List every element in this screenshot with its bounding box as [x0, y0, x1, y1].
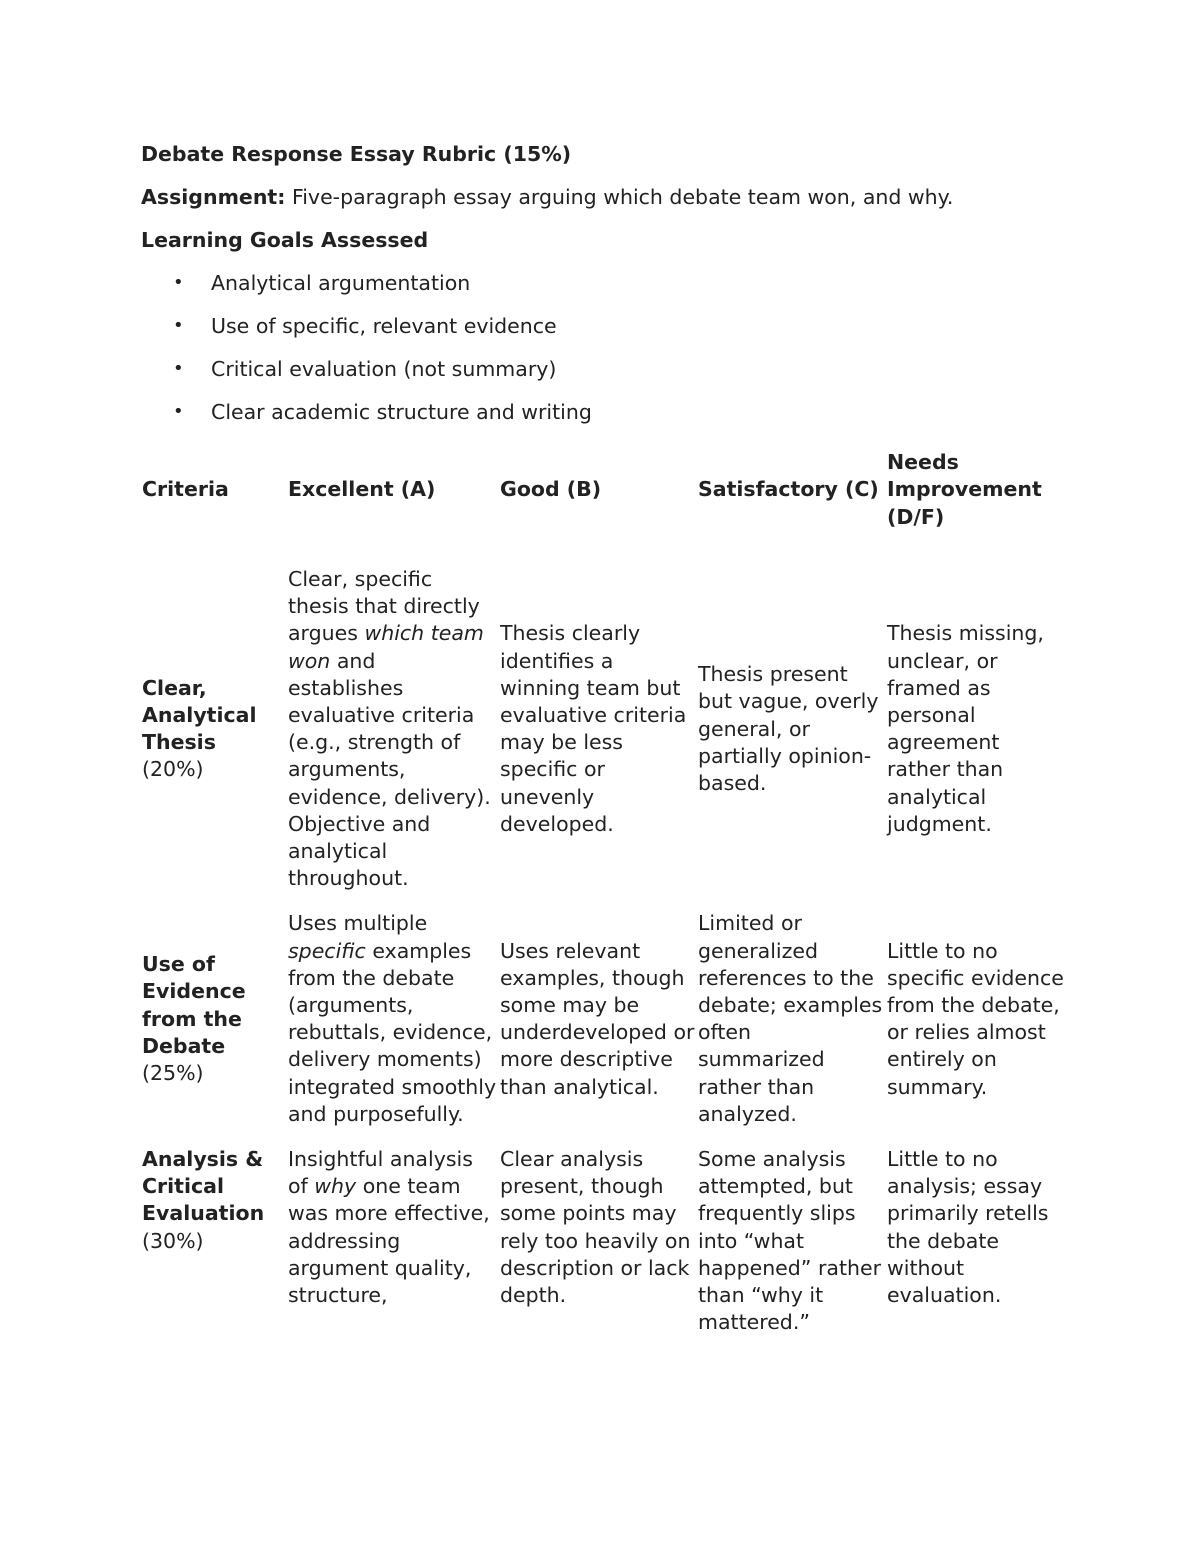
assignment-text: Five-paragraph essay arguing which debate team won, and why. — [285, 185, 954, 209]
goal-text: Analytical argumentation — [211, 271, 471, 295]
bullet-icon: • — [173, 315, 184, 336]
goal-text: Use of specific, relevant evidence — [211, 314, 557, 338]
needs-improvement-cell: Little to no analysis; essay primarily retells the debate without evaluation. — [887, 1147, 1049, 1308]
criterion-weight: (30%) — [142, 1228, 204, 1253]
good-cell: Clear analysis present, though some points may rely too heavily on description or lack depth. — [500, 1147, 691, 1308]
assignment-label: Assignment: — [141, 185, 286, 209]
header-needs-improvement: Needs Improvement (D/F) — [887, 450, 1042, 529]
criterion-cell — [141, 550, 287, 904]
bullet-icon: • — [173, 272, 184, 293]
goal-item — [141, 267, 1071, 299]
cell-emphasis: specific — [288, 938, 366, 963]
cell-text: Clear, specific thesis that directly argues — [288, 567, 480, 646]
table-row — [141, 1140, 1066, 1336]
header-row — [141, 442, 1066, 550]
criterion-name: Analysis & Critical Evaluation — [142, 1147, 265, 1226]
satisfactory-cell: Limited or generalized references to the debate; examples often summarized rather than analyzed. — [698, 911, 883, 1126]
goal-item — [141, 310, 1071, 342]
goals-heading: Learning Goals Assessed — [141, 228, 429, 252]
excellent-cell — [287, 904, 499, 1140]
excellent-cell — [287, 1140, 499, 1336]
goal-text: Critical evaluation (not summary) — [211, 357, 557, 381]
document-page — [141, 138, 1071, 1336]
header-satisfactory: Satisfactory (C) — [698, 477, 879, 502]
cell-text: and establishes evaluative criteria (e.g., strength of arguments, evidence, delivery). Objective and analytical throughout. — [288, 648, 491, 891]
table-row — [141, 904, 1066, 1140]
criterion-name: Clear, Analytical Thesis — [142, 675, 257, 755]
good-cell: Thesis clearly identifies a winning team but evaluative criteria may be less specific or unevenly developed. — [500, 621, 687, 836]
goal-text: Clear academic structure and writing — [211, 400, 592, 424]
goal-item — [141, 396, 1071, 428]
good-cell: Uses relevant examples, though some may be underdeveloped or more descriptive than analytical. — [500, 938, 695, 1099]
cell-emphasis: which team won — [288, 621, 484, 673]
cell-text: one team was more effective, addressing argument quality, structure, — [288, 1174, 490, 1308]
needs-improvement-cell: Thesis missing, unclear, or framed as personal agreement rather than analytical judgment. — [887, 621, 1044, 836]
header-criteria: Criteria — [142, 477, 229, 502]
goals-list — [141, 267, 1071, 428]
goal-item — [141, 353, 1071, 385]
rubric-table — [141, 442, 1066, 1336]
criterion-cell — [141, 1140, 287, 1336]
assignment-line — [141, 181, 1071, 213]
cell-text: Insightful analysis of — [288, 1147, 473, 1199]
document-title: Debate Response Essay Rubric (15%) — [141, 142, 572, 166]
header-excellent: Excellent (A) — [288, 477, 436, 502]
satisfactory-cell: Thesis present but vague, overly general, or partially opinion-based. — [698, 662, 879, 796]
cell-emphasis: why — [314, 1174, 357, 1199]
cell-text: Uses multiple — [288, 911, 428, 936]
bullet-icon: • — [173, 401, 184, 422]
needs-improvement-cell: Little to no specific evidence from the debate, or relies almost entirely on summary. — [887, 938, 1064, 1099]
cell-text: examples from the debate (arguments, rebuttals, evidence, delivery moments) integrated smoothly and purposefully. — [288, 938, 497, 1126]
excellent-cell — [287, 550, 499, 904]
header-good: Good (B) — [500, 477, 602, 502]
criterion-name: Use of Evidence from the Debate — [142, 952, 246, 1058]
satisfactory-cell: Some analysis attempted, but frequently slips into “what happened” rather than “why it mattered.” — [698, 1147, 882, 1335]
criterion-cell — [141, 904, 287, 1140]
criterion-weight: (25%) — [142, 1061, 204, 1086]
bullet-icon: • — [173, 358, 184, 379]
criterion-weight: (20%) — [142, 757, 204, 782]
table-row — [141, 550, 1066, 904]
